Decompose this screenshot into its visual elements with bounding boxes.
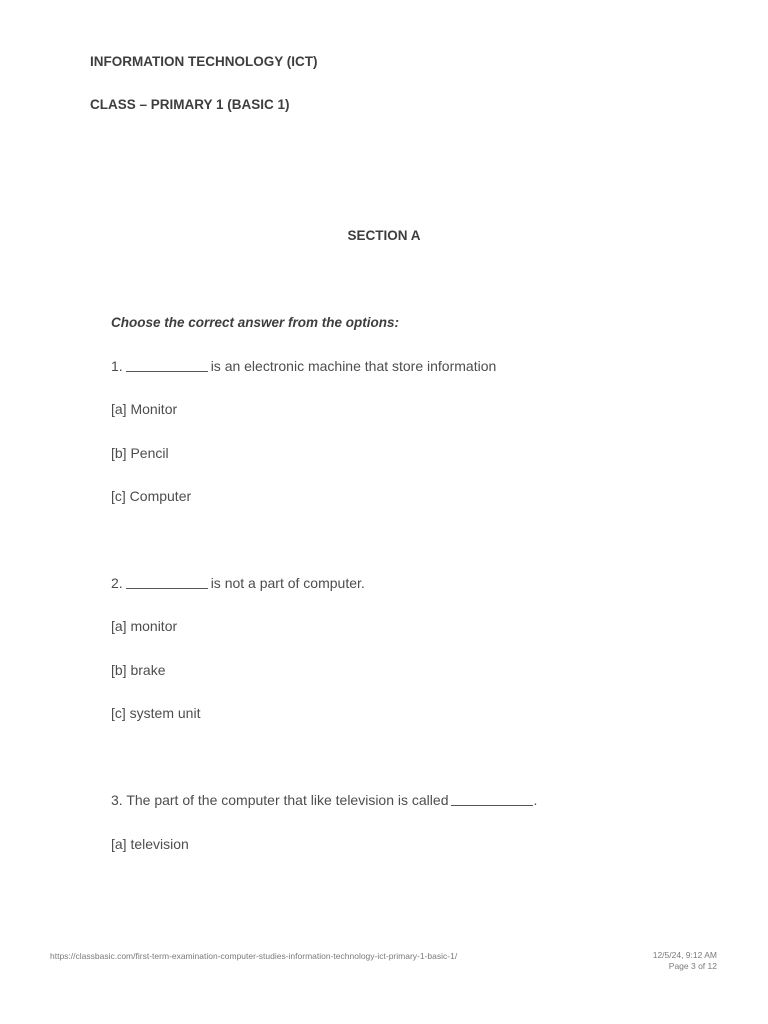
subject-heading: INFORMATION TECHNOLOGY (ICT) [90, 54, 318, 69]
question-2-option-c: [c] system unit [111, 705, 201, 721]
question-1-number: 1. [111, 358, 123, 374]
question-3 [111, 792, 537, 808]
question-2-option-b: [b] brake [111, 662, 166, 678]
question-1-text: is an electronic machine that store information [210, 358, 497, 374]
question-1-option-b: [b] Pencil [111, 445, 169, 461]
question-1-option-a: [a] Monitor [111, 401, 178, 417]
answer-blank [126, 370, 208, 372]
footer-url: https://classbasic.com/first-term-examination-computer-studies-information-technology-ict-primary-1-basic-1/ [50, 951, 458, 961]
footer-meta [653, 950, 717, 972]
answer-blank [451, 804, 533, 806]
class-heading: CLASS – PRIMARY 1 (BASIC 1) [90, 97, 290, 112]
question-2-text: is not a part of computer. [210, 575, 365, 591]
question-3-option-a: [a] television [111, 836, 189, 852]
section-title: SECTION A [347, 228, 421, 243]
question-2-option-a: [a] monitor [111, 618, 178, 634]
instruction-text: Choose the correct answer from the options: [111, 315, 400, 330]
footer-datetime: 12/5/24, 9:12 AM [652, 950, 717, 960]
question-2-number: 2. [111, 575, 123, 591]
question-1-option-c: [c] Computer [111, 488, 192, 504]
question-3-text: 3. The part of the computer that like television is called [111, 792, 449, 808]
footer-page-number: Page 3 of 12 [668, 961, 717, 971]
question-2 [111, 575, 365, 591]
answer-blank [126, 587, 208, 589]
question-3-end: . [533, 792, 538, 808]
question-1 [111, 358, 496, 374]
